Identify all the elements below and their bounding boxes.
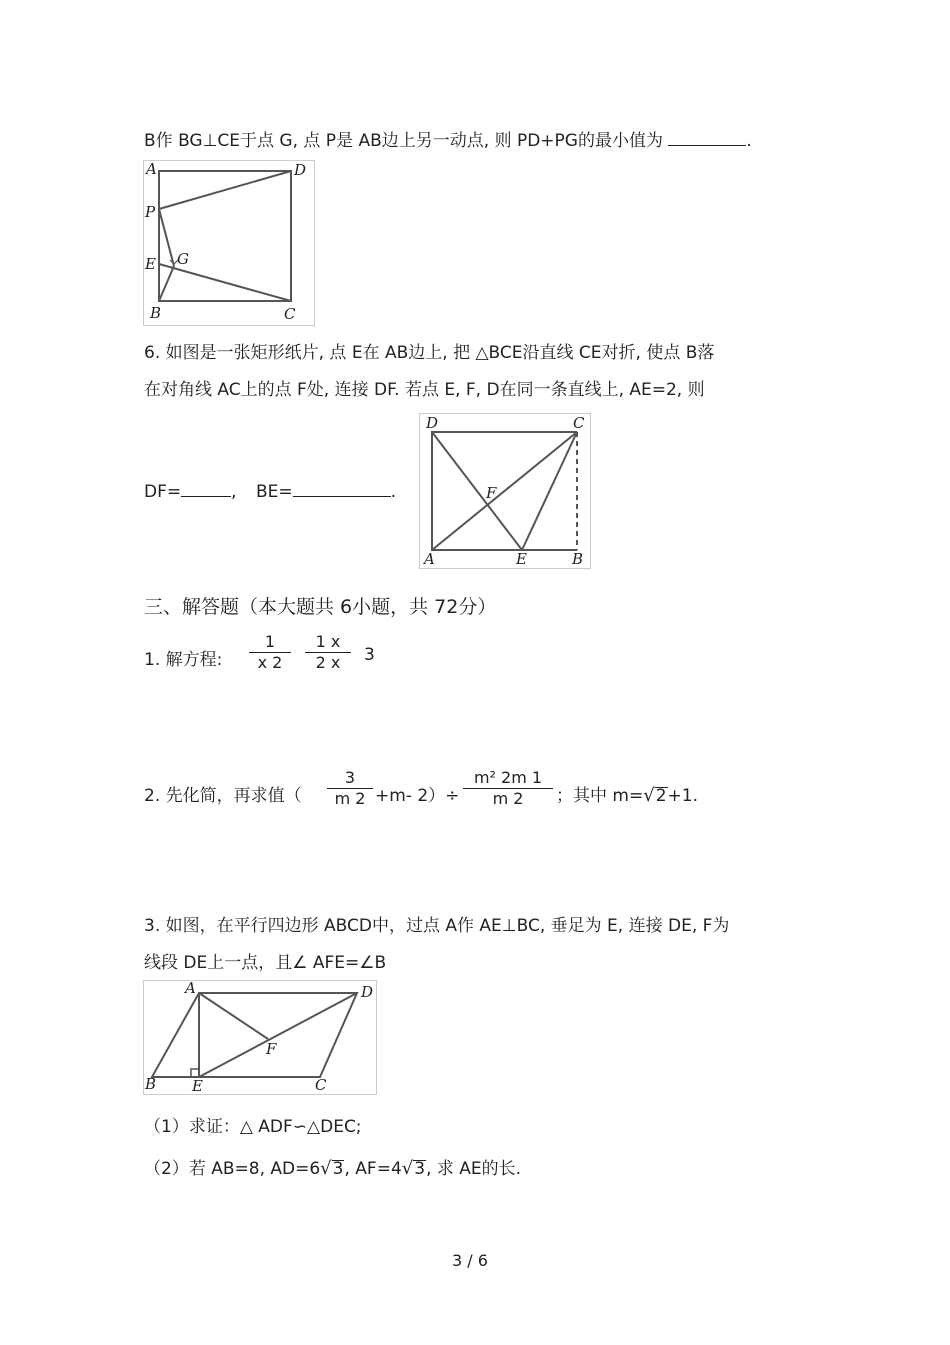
q6-end: . <box>390 482 396 502</box>
p3-sqrt-af: 3 <box>414 1159 426 1179</box>
q6-sep: , <box>231 482 237 502</box>
q5-text <box>144 126 752 151</box>
be-label: BE= <box>255 482 293 502</box>
section-title: 三、解答题（本大题共 6小题，共 72分） <box>144 596 497 618</box>
label-c: C <box>315 1076 327 1094</box>
p2-prefix: 2. 先化简，再求值（ <box>144 786 302 806</box>
segment-bg <box>159 266 174 301</box>
p1-f1-den: x 2 <box>257 653 283 672</box>
p2-suffix <box>556 781 698 806</box>
label-d: D <box>294 161 307 179</box>
p1-f1-num: 1 <box>264 632 276 651</box>
p1-prefix: 1. 解方程: <box>144 650 223 670</box>
p3-sub2-a: （2）若 AB=8, AD=6 <box>144 1159 321 1179</box>
figure-parallelogram <box>143 980 377 1095</box>
p3-line2: 线段 DE上一点，且∠ AFE=∠B <box>144 953 387 973</box>
p2-f2-num: m² 2m 1 <box>473 768 543 787</box>
p3-sqrt-ad: 3 <box>332 1159 344 1179</box>
p2-f1-den: m 2 <box>334 789 366 808</box>
figure-parallelogram-svg <box>144 981 376 1094</box>
df-label: DF= <box>144 482 182 502</box>
answer-blank-df <box>181 482 231 497</box>
p3-sub2 <box>144 1154 521 1179</box>
sqrt-symbol: √ <box>320 1158 332 1179</box>
sqrt-symbol: √ <box>401 1158 414 1179</box>
segment-pg <box>159 209 174 266</box>
label-c: C <box>573 414 585 432</box>
segment-ec <box>159 264 291 301</box>
segment-af <box>199 993 268 1039</box>
p2-fraction-2 <box>463 768 553 809</box>
label-p: P <box>145 203 156 221</box>
label-f: F <box>486 484 497 502</box>
label-f: F <box>266 1040 277 1058</box>
diagonal-ac <box>432 432 577 550</box>
q6-answer-line <box>144 482 396 502</box>
figure-rectangle-fold <box>419 413 591 569</box>
answer-blank-be <box>293 482 391 497</box>
label-e: E <box>192 1077 203 1094</box>
p2-f1-num: 3 <box>344 768 356 787</box>
p2-mid: +m- 2）÷ <box>375 786 460 806</box>
p1-fraction-1 <box>249 632 291 673</box>
segment-ec <box>522 432 577 550</box>
label-g: G <box>177 250 189 268</box>
figure-square-pg-svg <box>144 161 314 325</box>
figure-rectangle-fold-svg <box>420 414 590 568</box>
label-b: B <box>572 550 584 568</box>
label-e: E <box>145 255 156 273</box>
segment-ed <box>199 993 357 1077</box>
p3-line1: 3. 如图，在平行四边形 ABCD中，过点 A作 AE⊥BC, 垂足为 E, 连接 DE, F为 <box>144 916 730 936</box>
label-b: B <box>145 1075 157 1093</box>
p2-sqrt-value: 2 <box>655 786 667 806</box>
label-b: B <box>150 304 162 322</box>
p3-sub2-c: , AF=4 <box>344 1159 402 1179</box>
p1-rhs: 3 <box>364 645 375 665</box>
label-d: D <box>361 983 374 1001</box>
p2-fraction-1 <box>327 768 373 809</box>
segment-pd <box>159 171 291 209</box>
answer-blank-pdpg <box>668 131 746 146</box>
p2-suffix2: +1. <box>667 786 698 806</box>
label-d: D <box>426 414 439 432</box>
parallelogram-abcd <box>152 993 357 1077</box>
p1-f2-den: 2 x <box>315 653 341 672</box>
label-c: C <box>284 305 296 323</box>
p3-sub1: （1）求证：△ ADF∽△DEC; <box>144 1117 362 1137</box>
right-angle-mark-e <box>191 1069 199 1077</box>
label-a: A <box>424 550 435 568</box>
p2-suffix-text: ；其中 m= <box>556 786 644 806</box>
label-a: A <box>146 161 157 178</box>
figure-square-pg <box>143 160 315 326</box>
p1-f2-num: 1 x <box>315 632 341 651</box>
sqrt-symbol: √ <box>643 785 655 806</box>
page-number: 3 / 6 <box>452 1251 488 1270</box>
q6-line2: 在对角线 AC上的点 F处, 连接 DF. 若点 E, F, D在同一条直线上, AE=2, 则 <box>144 380 705 400</box>
segment-de <box>432 432 522 550</box>
label-e: E <box>516 550 527 568</box>
q5-text-main: B作 BG⊥CE于点 G, 点 P是 AB边上另一动点, 则 PD+PG的最小值为 <box>144 131 663 151</box>
p2-f2-den: m 2 <box>492 789 524 808</box>
p3-sub2-e: , 求 AE的长. <box>426 1159 522 1179</box>
q6-line1: 6. 如图是一张矩形纸片, 点 E在 AB边上, 把 △BCE沿直线 CE对折, 使点 B落 <box>144 343 715 363</box>
p1-fraction-2 <box>305 632 351 673</box>
label-a: A <box>185 981 196 997</box>
q5-text-end: . <box>746 131 752 151</box>
